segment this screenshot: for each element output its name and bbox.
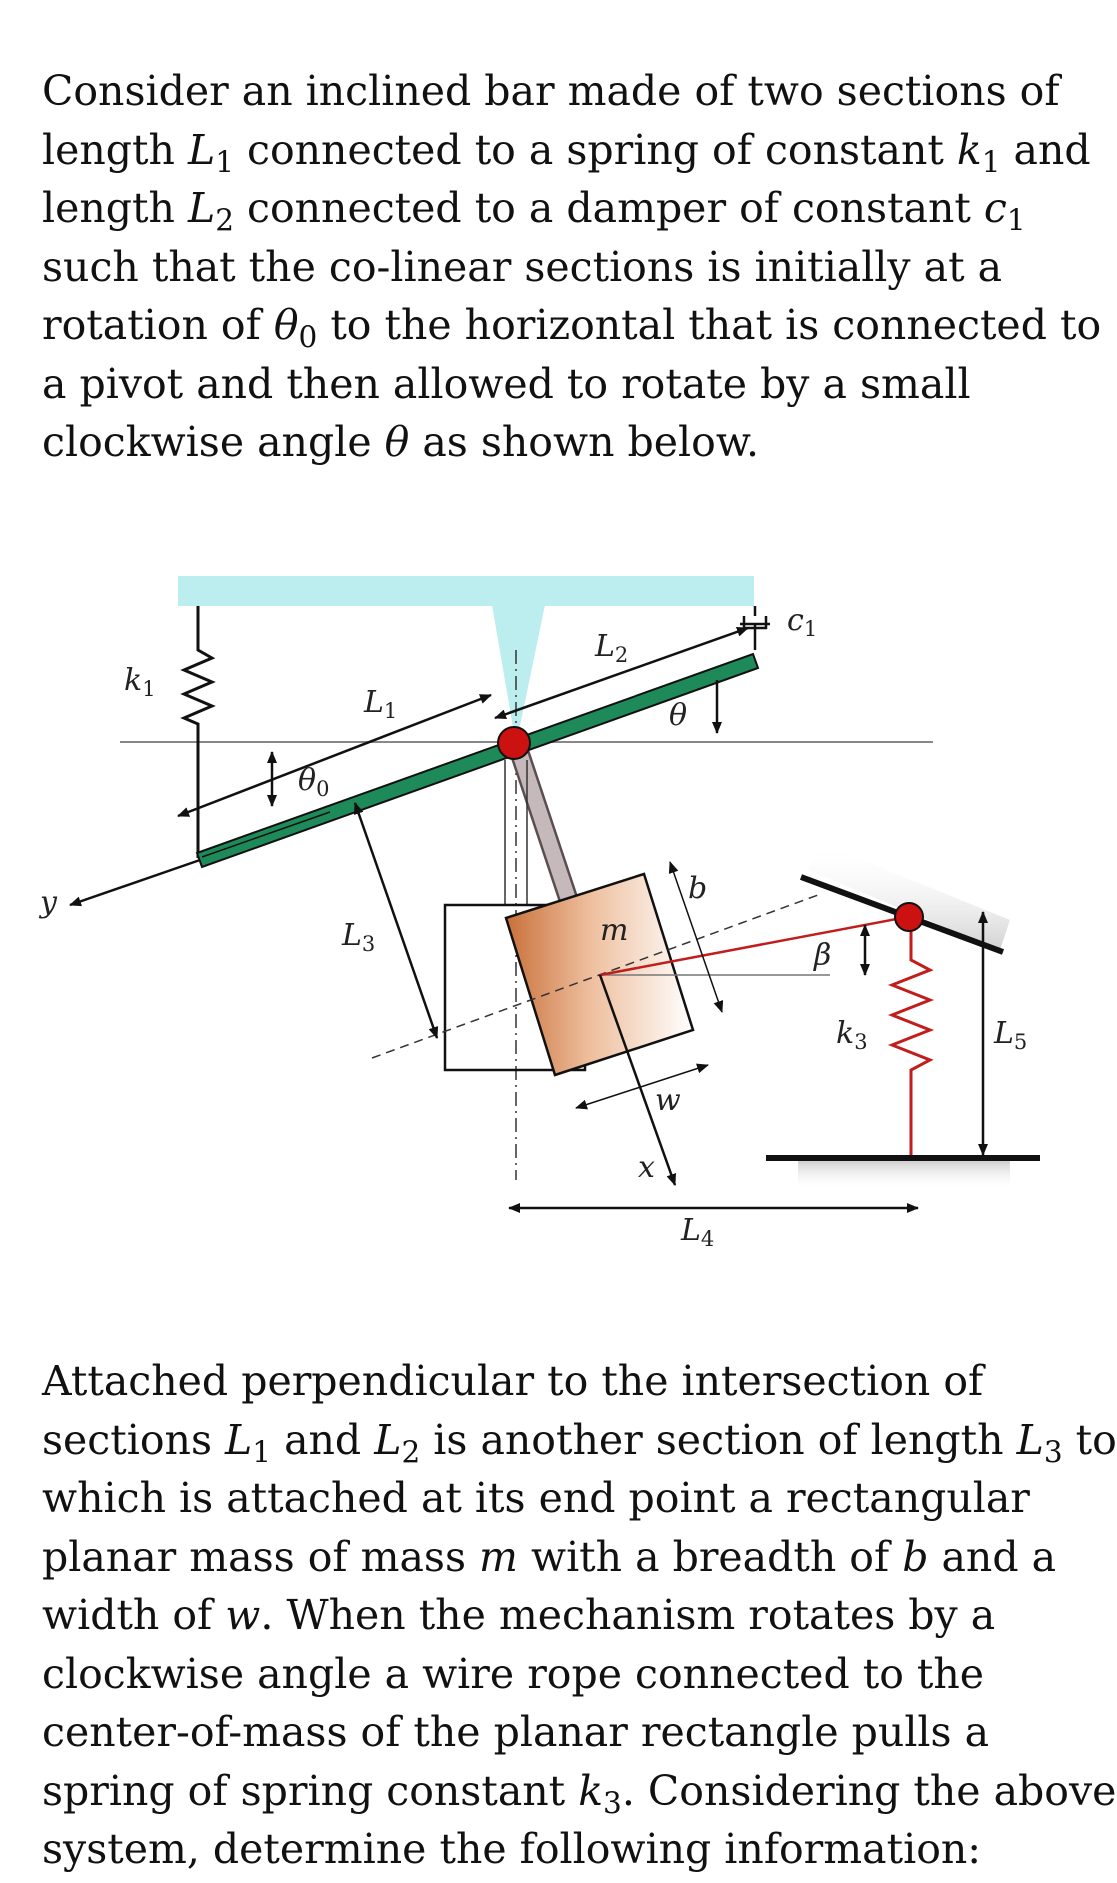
y-axis-arrow: [70, 860, 200, 905]
text-line: [42, 413, 1042, 472]
spring-k3: [892, 917, 930, 1158]
text-line: [42, 1586, 1042, 1645]
math-subscript: 2: [215, 203, 234, 238]
text-segment: length: [42, 184, 188, 232]
text-line: [42, 121, 1091, 180]
text-segment: a pivot and then allowed to rotate by a small: [42, 359, 971, 408]
text-segment: as shown below.: [409, 418, 760, 466]
ceiling-support: [178, 576, 754, 606]
math-symbol: $\theta_0$: [273, 301, 318, 355]
math-symbol: $L_2$: [374, 1415, 421, 1469]
text-line: [42, 355, 1042, 414]
text-line: [42, 1820, 1042, 1879]
text-line: [42, 1352, 1042, 1411]
label-L4: $L_4$: [681, 1213, 715, 1251]
label-L1: $L_1$: [364, 685, 398, 723]
text-segment: such that the co-linear sections is initially at a: [42, 242, 1003, 291]
text-segment: . Considering the above: [621, 1766, 1117, 1815]
wall-pin: [895, 903, 923, 931]
text-line: [42, 1762, 1117, 1821]
math-subscript: 1: [215, 144, 234, 179]
text-segment: is another section of length: [420, 1415, 1017, 1464]
label-k3: $k_3$: [836, 1016, 868, 1054]
bar-initial-line: [202, 812, 330, 857]
ground-shading: [798, 1160, 1010, 1190]
text-line: [42, 238, 1042, 297]
text-segment: with a breadth of: [517, 1532, 903, 1581]
text-line: [42, 296, 1102, 355]
text-segment: and: [271, 1415, 375, 1464]
text-segment: clockwise angle a wire rope connected to the: [42, 1649, 985, 1698]
label-w: w: [655, 1083, 681, 1118]
text-segment: center-of-mass of the planar rectangle pulls a: [42, 1708, 990, 1756]
text-segment: spring of spring constant: [42, 1766, 579, 1815]
math-subscript: 3: [1043, 1434, 1063, 1469]
section-L3-rod-fill: [516, 742, 572, 910]
text-segment: planar mass of mass: [42, 1532, 480, 1581]
math-symbol: θ: [384, 418, 410, 466]
text-segment: length: [42, 125, 188, 174]
text-segment: which is attached at its end point a rectangular: [42, 1474, 1030, 1522]
dimension-L3: [355, 803, 437, 1038]
math-symbol: $c_1$: [983, 184, 1026, 238]
math-subscript: 3: [603, 1785, 622, 1820]
text-segment: connected to a spring of constant: [233, 125, 957, 174]
math-symbol: $L_1$: [187, 125, 234, 179]
text-line: [42, 62, 1060, 121]
body-paragraph: [42, 1352, 1117, 1879]
math-subscript: 1: [981, 144, 1001, 179]
text-line: [42, 1528, 1057, 1587]
dimension-L1: [178, 695, 491, 816]
text-segment: system, determine the following information:: [42, 1825, 982, 1873]
text-segment: rotation of: [42, 301, 274, 349]
math-symbol: w: [225, 1591, 261, 1639]
text-segment: and: [1000, 125, 1091, 174]
math-subscript: 2: [401, 1434, 421, 1469]
math-symbol: $k_3$: [578, 1766, 622, 1820]
pivot: [498, 727, 530, 759]
math-subscript: 0: [298, 320, 318, 355]
mechanism-diagram: [0, 560, 1053, 1251]
label-theta0: $\theta_0$: [298, 763, 330, 801]
text-line: [42, 1411, 1117, 1470]
math-symbol: $k_1$: [956, 125, 1001, 179]
label-beta: β: [814, 938, 832, 973]
label-theta: θ: [669, 698, 688, 733]
pivot-support: [492, 605, 545, 745]
math-symbol: m: [479, 1532, 518, 1581]
text-line: [42, 1469, 1042, 1528]
label-b: b: [688, 871, 708, 906]
text-segment: to the horizontal that is connected to: [317, 301, 1102, 349]
text-segment: width of: [42, 1591, 226, 1639]
math-symbol: $L_1$: [225, 1415, 272, 1469]
text-line: [42, 1703, 1042, 1762]
spring-k1: [184, 606, 212, 858]
text-segment: Consider an inclined bar made of two sections of: [42, 67, 1060, 115]
label-k1: $k_1$: [124, 663, 156, 701]
text-segment: Attached perpendicular to the intersection of: [42, 1357, 984, 1405]
text-segment: to: [1062, 1415, 1117, 1464]
math-symbol: b: [902, 1532, 929, 1581]
text-segment: and a: [928, 1532, 1057, 1581]
label-c1: $c_1$: [787, 603, 818, 641]
intro-paragraph: [42, 62, 1102, 472]
label-L3: $L_3$: [342, 918, 376, 956]
label-L2: $L_2$: [595, 629, 629, 667]
dimension-w: [576, 1065, 708, 1108]
label-m: m: [600, 913, 629, 948]
text-segment: clockwise angle: [42, 418, 385, 466]
math-symbol: $L_3$: [1016, 1415, 1063, 1469]
wall-shading: [808, 842, 1010, 950]
text-segment: connected to a damper of constant: [233, 184, 984, 232]
text-segment: sections: [42, 1415, 226, 1464]
math-subscript: 1: [1006, 203, 1026, 238]
text-line: [42, 179, 1042, 238]
text-line: [42, 1645, 1042, 1704]
math-subscript: 1: [252, 1434, 272, 1469]
inclined-bar: [197, 654, 758, 867]
math-symbol: $L_2$: [187, 184, 234, 238]
label-y: y: [40, 885, 57, 920]
label-x: x: [638, 1150, 655, 1185]
label-L5: $L_5$: [994, 1016, 1028, 1054]
text-segment: . When the mechanism rotates by a: [260, 1591, 996, 1639]
